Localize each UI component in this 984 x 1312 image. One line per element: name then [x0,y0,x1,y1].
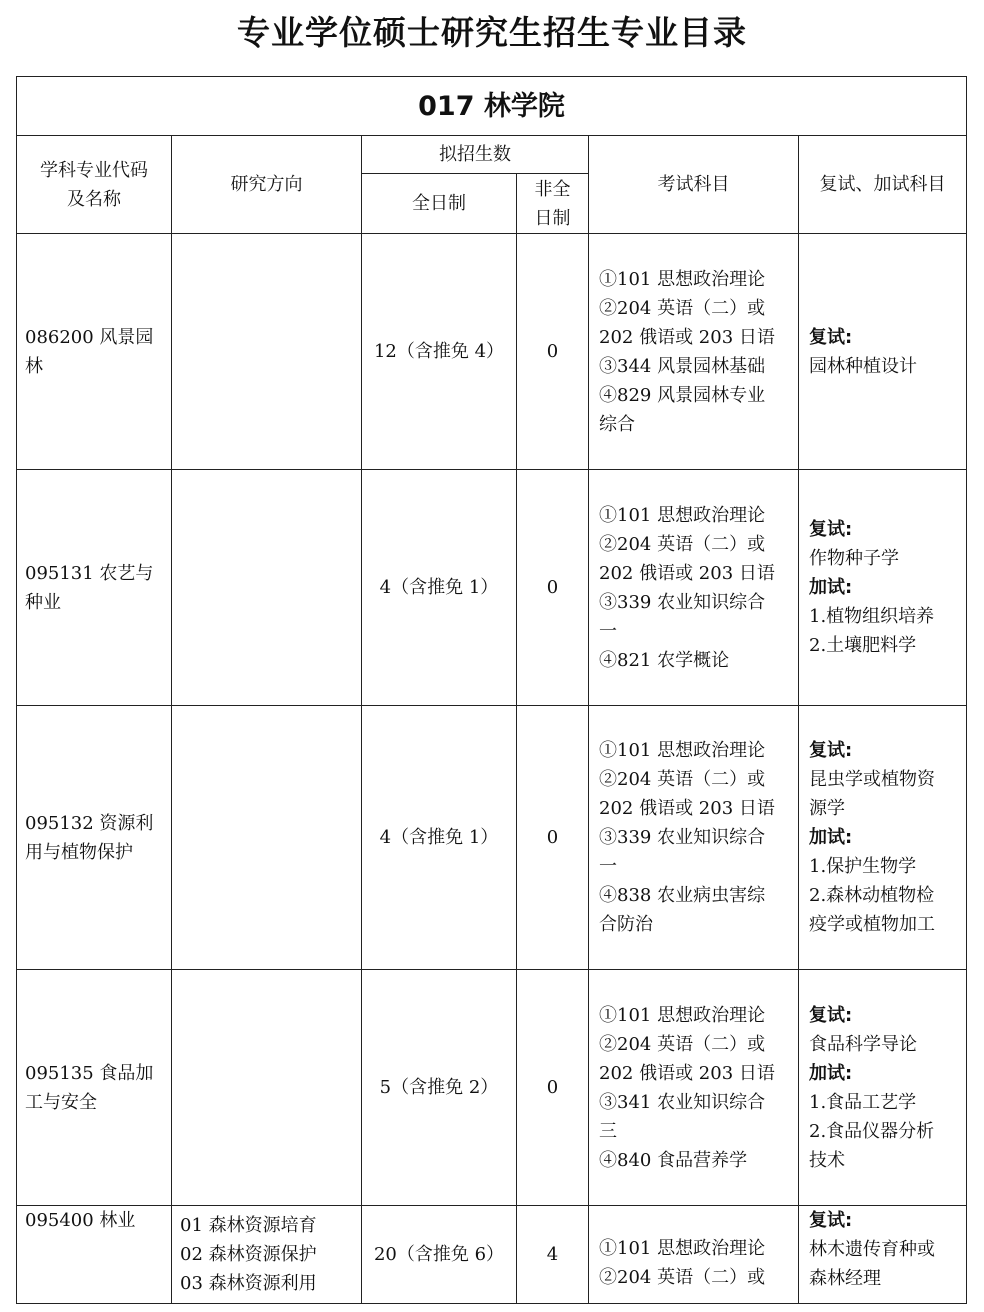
direction-cell [172,234,362,470]
retest-line: 源学 [809,798,845,819]
addtest-line: 疫学或植物加工 [809,914,935,935]
retest-subjects [799,234,967,470]
fulltime-quota: 5（含推免 2） [362,970,517,1206]
document-title: 专业学位硕士研究生招生专业目录 [237,13,747,52]
direction-line: 01 森林资源培育 [180,1215,317,1236]
retest-label: 复试: [809,1210,853,1231]
exam-subjects [589,970,799,1206]
exam-subjects [589,706,799,970]
major-cell [17,970,172,1206]
retest-line: 昆虫学或植物资 [809,769,935,790]
direction-cell [172,470,362,706]
table-row [17,706,967,970]
addtest-line: 1.保护生物学 [809,856,917,877]
major-cell [17,1206,172,1304]
direction-cell [172,970,362,1206]
major-name-line: 095131 农艺与 [25,562,154,584]
retest-label: 复试: [809,1004,853,1026]
header-direction: 研究方向 [172,136,362,234]
retest-subjects [799,1206,967,1304]
exam-line: ①101 思想政治理论 [599,268,766,290]
addtest-line: 1.植物组织培养 [809,606,935,627]
header-enrollment: 拟招生数 [362,136,589,174]
header-exam: 考试科目 [589,136,799,234]
direction-line: 02 森林资源保护 [180,1244,317,1265]
retest-line: 林木遗传育种或 [809,1239,935,1260]
major-name-line: 095400 林业 [25,1210,136,1231]
exam-line: ②204 英语（二）或 [599,533,766,555]
retest-label: 复试: [809,519,853,540]
exam-line: ②204 英语（二）或 [599,297,766,319]
major-name-line: 林 [25,355,43,377]
exam-line: ③339 农业知识综合 [599,591,766,613]
parttime-quota: 4 [517,1206,589,1304]
exam-line: ④829 风景园林专业 [599,384,766,406]
retest-subjects [799,706,967,970]
addtest-line: 2.森林动植物检 [809,885,935,906]
direction-cell [172,706,362,970]
addtest-label: 加试: [809,1062,853,1084]
parttime-quota: 0 [517,970,589,1206]
addtest-line: 2.食品仪器分析 [809,1120,935,1142]
direction-cell [172,1206,362,1304]
parttime-quota: 0 [517,706,589,970]
exam-line: 综合 [599,413,635,435]
exam-line: 三 [599,1120,617,1142]
major-cell [17,234,172,470]
exam-line: 合防治 [599,914,653,935]
major-name-line: 工与安全 [25,1091,97,1113]
header-parttime [517,174,589,234]
exam-line: ④838 农业病虫害综 [599,885,766,906]
retest-line: 森林经理 [809,1268,881,1289]
catalog-table [16,76,967,1304]
direction-line: 03 森林资源利用 [180,1273,317,1294]
retest-subjects [799,970,967,1206]
exam-line: ③339 农业知识综合 [599,827,766,848]
retest-line: 园林种植设计 [809,355,917,377]
exam-line: ④840 食品营养学 [599,1149,748,1171]
header-parttime-line: 日制 [534,207,571,229]
retest-label: 复试: [809,740,853,761]
header-retest: 复试、加试科目 [799,136,967,234]
table-row [17,1206,967,1304]
exam-subjects [589,234,799,470]
fulltime-quota: 12（含推免 4） [362,234,517,470]
exam-line: 202 俄语或 203 日语 [599,798,775,819]
addtest-label: 加试: [809,827,853,848]
exam-line: 一 [599,620,617,642]
parttime-quota: 0 [517,470,589,706]
exam-line: ③341 农业知识综合 [599,1091,766,1113]
exam-line: ④821 农学概论 [599,649,730,671]
addtest-line: 技术 [809,1149,845,1171]
table-row [17,970,967,1206]
retest-subjects [799,470,967,706]
fulltime-quota: 4（含推免 1） [362,470,517,706]
exam-subjects [589,1206,799,1304]
major-name-line: 种业 [25,591,61,613]
exam-subjects [589,470,799,706]
exam-line: 一 [599,856,617,877]
major-cell [17,706,172,970]
retest-line: 作物种子学 [809,548,899,569]
header-major-line: 学科专业代码 [40,159,148,181]
table-row [17,470,967,706]
header-major [17,136,172,234]
college-name: 017 林学院 [17,77,967,136]
exam-line: ③344 风景园林基础 [599,355,766,377]
exam-subjects-wrap [599,1206,792,1292]
major-name-line: 用与植物保护 [25,841,133,863]
exam-line: 202 俄语或 203 日语 [599,326,775,348]
header-major-line: 及名称 [67,188,121,210]
exam-line: ②204 英语（二）或 [599,1267,766,1288]
exam-line: ①101 思想政治理论 [599,1238,766,1259]
addtest-line: 1.食品工艺学 [809,1091,917,1113]
header-fulltime: 全日制 [362,174,517,234]
exam-line: ①101 思想政治理论 [599,740,766,761]
parttime-quota: 0 [517,234,589,470]
retest-line: 食品科学导论 [809,1033,917,1055]
exam-line: ①101 思想政治理论 [599,1004,766,1026]
major-name-line: 086200 风景园 [25,326,154,348]
retest-label: 复试: [809,326,853,348]
table-row [17,234,967,470]
exam-line: 202 俄语或 203 日语 [599,1062,775,1084]
fulltime-quota: 20（含推免 6） [362,1206,517,1304]
exam-line: ①101 思想政治理论 [599,504,766,526]
addtest-label: 加试: [809,577,853,598]
catalog-table-wrapper [16,76,966,1304]
exam-line: 202 俄语或 203 日语 [599,562,775,584]
header-parttime-line: 非全 [534,178,571,200]
exam-line: ②204 英语（二）或 [599,1033,766,1055]
major-name-line: 095132 资源利 [25,812,154,834]
exam-line: ②204 英语（二）或 [599,769,766,790]
addtest-line: 2.土壤肥料学 [809,635,917,656]
fulltime-quota: 4（含推免 1） [362,706,517,970]
major-name-line: 095135 食品加 [25,1062,154,1084]
major-cell [17,470,172,706]
